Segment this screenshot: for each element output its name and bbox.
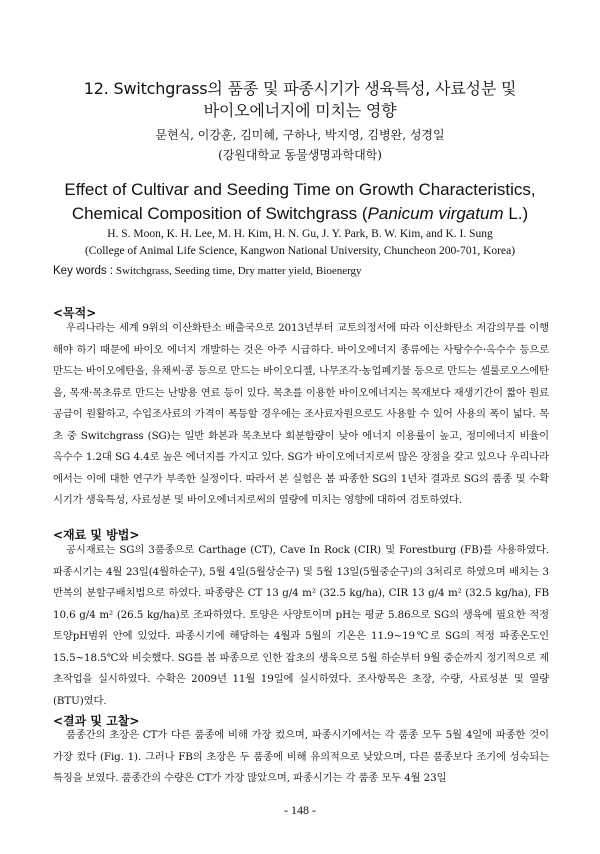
species-name: Panicum virgatum <box>367 204 504 223</box>
keywords-label: Key words : <box>53 265 114 277</box>
paragraph-purpose: 우리나라는 세계 9위의 이산화탄소 배출국으로 2013년부터 교토의정서에 따라 이산화탄소 저감의무를 이행해야 하기 때문에 바이오 에너지 개발하는 것은 아주 시급하다. 바이오에너지 종류에는 사탕수수·옥수수 등으로 만드는 바이오에탄올, 유채씨·콩 등으로 만드는 바이오디젤, 나무조각·농업폐기물 등으로 만드는 셀룰로오스에탄올, 목재·목초류로 만드는 난방용 연료 등이 있다. 목초를 이용한 바이오에너지는 목재보다 재생기간이 짧아 원료공급이 원활하고, 수입조사료의 가격이 폭등할 경우에는 조사료자원으로도 사용할 수 있어 사용의 폭이 넓다. 목초 중 Switchgrass (SG)는 일반 화본과 목초보다 회분함량이 낮아 에너지 이용률이 높고, 정미에너지 비율이 옥수수 1.2대 SG 4.4로 높은 에너지를 가지고 있다. SG가 바이오에너지로써 많은 장점을 갖고 있으나 우리나라에서는 이에 대한 연구가 부족한 실정이다. 따라서 본 실험은 봄 파종한 SG의 1년차 결과로 SG의 품종 및 수확시기가 생육특성, 사료성분 및 바이오에너지로써의 열량에 미치는 영향에 대하여 검토하였다. <box>53 322 549 506</box>
section-heading-results: <결과 및 고찰> <box>53 714 140 728</box>
title-korean-line-1: 12. Switchgrass의 품종 및 파종시기가 생육특성, 사료성분 및 <box>83 79 517 98</box>
section-heading-methods: <재료 및 방법> <box>53 528 140 542</box>
section-heading-purpose: <목적> <box>53 306 97 320</box>
page-number: - 148 - <box>284 803 316 817</box>
keywords <box>53 265 553 277</box>
paragraph-results: 품종간의 초장은 CT가 다른 품종에 비해 가장 컸으며, 파종시기에서는 각 품종 모두 5월 4일에 파종한 것이 가장 컸다 (Fig. 1). 그러나 FB의 초장은 두 품종에 비해 유의적으로 낮았으며, 다른 품종보다 조기에 성숙되는 특징을 보였다. 품종간의 수량은 CT가 가장 많았으며, 파종시기는 각 품종 모두 4월 23일 <box>53 729 549 784</box>
paragraph-methods: 공시재료는 SG의 3품종으로 Carthage (CT), Cave In Rock (CIR) 및 Forestburg (FB)를 사용하였다. 파종시기는 4월 23일(4월하순구), 5월 4일(5월상순구) 및 5월 13일(5월중순구)의 3처리로 하였으며 배치는 3반복의 분할구배치법으로 하였다. 파종량은 CT 13 g/4 m² (32.5 kg/ha), CIR 13 g/4 m² (32.5 kg/ha), FB 10.6 g/4 m² (26.5 kg/ha)로 조파하였다. 토양은 사양토이며 pH는 평균 5.86으로 SG의 생육에 필요한 적정토양pH범위 안에 있었다. 파종시기에 해당하는 4월과 5월의 기온은 11.9~19℃로 SG의 적정 파종온도인 15.5~18.5℃와 비슷했다. SG를 봄 파종으로 인한 잡초의 생육으로 5월 하순부터 9월 중순까지 정기적으로 제초작업을 실시하였다. 수확은 2009년 11월 19일에 실시하였다. 조사항목은 초장, 수량, 사료성분 및 열량(BTU)였다. <box>53 544 549 707</box>
authors-korean: 문현식, 이강훈, 김미혜, 구하나, 박지영, 김병완, 성경일 <box>155 128 445 142</box>
authors-english: H. S. Moon, K. H. Lee, M. H. Kim, H. N. Gu, J. Y. Park, B. W. Kim, and K. I. Sung <box>107 228 493 240</box>
affiliation-korean: (강원대학교 동물생명과학대학) <box>218 148 382 162</box>
title-korean-line-2: 바이오에너지에 미치는 영향 <box>203 101 397 120</box>
title-english-line-2 <box>0 204 600 224</box>
title-english-line-1: Effect of Cultivar and Seeding Time on Growth Characteristics, <box>64 180 536 199</box>
title-english-suffix: L.) <box>503 204 529 223</box>
keywords-text: Switchgrass, Seeding time, Dry matter yield, Bioenergy <box>113 265 362 277</box>
affiliation-english: (College of Animal Life Science, Kangwon National University, Chuncheon 200-701, Korea) <box>84 245 516 257</box>
title-english-prefix: Chemical Composition of Switchgrass ( <box>71 204 368 223</box>
